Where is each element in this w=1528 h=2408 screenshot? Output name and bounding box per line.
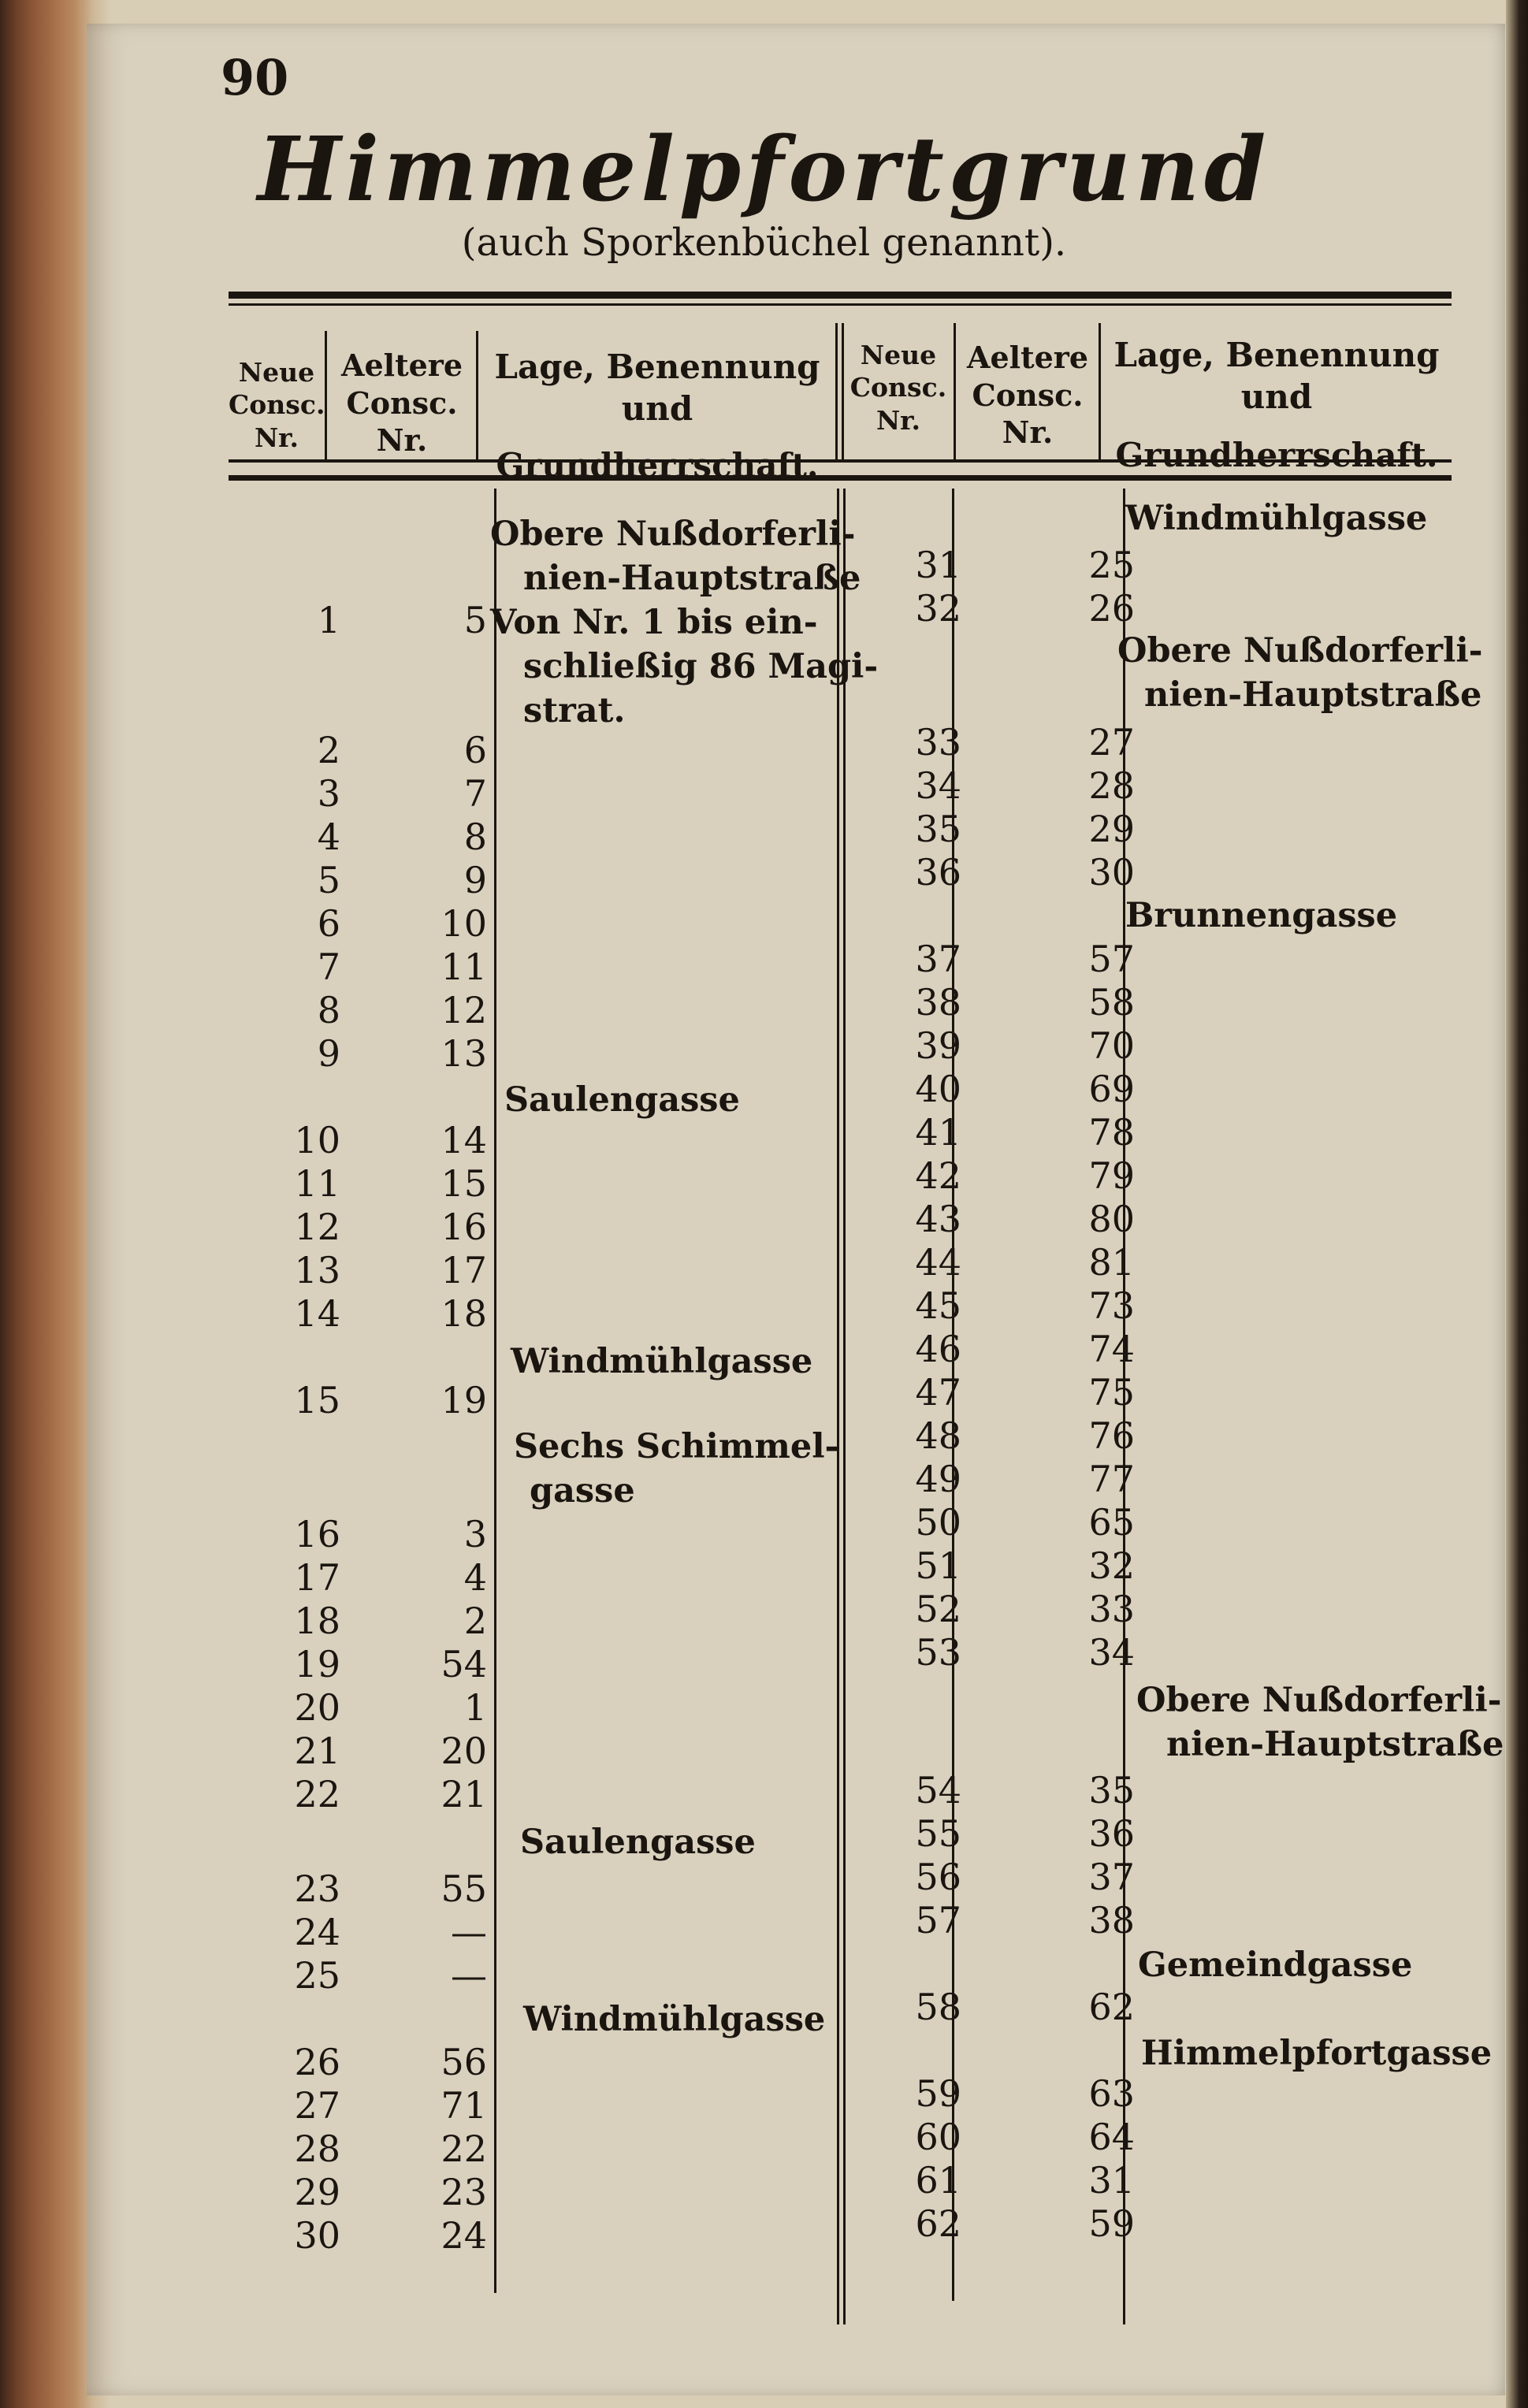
header-divider	[476, 331, 478, 461]
right-aeltere-nr: 33	[1088, 1588, 1135, 1630]
left-neue-nr: 5	[317, 859, 340, 901]
right-neue-nr: 53	[915, 1631, 961, 1674]
right-aeltere-nr: 65	[1088, 1501, 1135, 1544]
right-neue-nr: 51	[915, 1544, 961, 1587]
street-line: Von Nr. 1 bis ein-	[490, 603, 818, 642]
right-aeltere-nr: 37	[1088, 1856, 1135, 1898]
right-neue-nr: 33	[915, 721, 961, 764]
right-neue-nr: 41	[915, 1111, 961, 1154]
header-lage-left-bottom: Grundherrschaft.	[496, 446, 819, 485]
left-neue-nr: 8	[317, 989, 340, 1031]
right-aeltere-nr: 35	[1088, 1769, 1135, 1812]
left-aeltere-nr: 24	[441, 2214, 487, 2257]
street-line: nien-Hauptstraße	[1166, 1725, 1504, 1764]
left-aeltere-nr: 4	[463, 1556, 487, 1599]
street-line: Obere Nußdorferli-	[490, 515, 856, 554]
header-divider	[325, 331, 327, 461]
right-aeltere-nr: 69	[1088, 1068, 1135, 1110]
left-aeltere-nr: 10	[441, 902, 487, 945]
right-aeltere-nr: 79	[1088, 1154, 1135, 1197]
right-street-1: Windmühlgasse	[1125, 499, 1428, 538]
left-street-4	[514, 1425, 838, 1513]
right-aeltere-nr: 59	[1088, 2202, 1135, 2245]
right-street-6: Himmelpfortgasse	[1141, 2034, 1493, 2073]
street-line: Sechs Schimmel-	[514, 1427, 839, 1466]
left-neue-nr: 6	[317, 902, 340, 945]
left-neue-nr: 10	[294, 1119, 340, 1161]
header-aeltere-right: Aeltere Consc. Nr.	[966, 340, 1089, 450]
right-aeltere-nr: 64	[1088, 2116, 1135, 2158]
right-street-3: Brunnengasse	[1125, 896, 1398, 935]
left-aeltere-nr: —	[451, 1911, 487, 1953]
left-aeltere-nr: 19	[441, 1379, 487, 1421]
column-divider	[843, 489, 846, 2324]
header-divider	[835, 323, 838, 461]
left-aeltere-nr: 2	[463, 1600, 487, 1642]
page-number: 90	[221, 49, 289, 106]
right-aeltere-nr: 75	[1088, 1371, 1135, 1414]
right-aeltere-nr: 25	[1088, 544, 1135, 586]
header-divider	[1099, 323, 1101, 461]
right-aeltere-nr: 76	[1088, 1414, 1135, 1457]
left-neue-nr: 25	[294, 1954, 340, 1997]
left-aeltere-nr: 8	[463, 816, 487, 858]
right-neue-nr: 31	[915, 544, 961, 586]
left-aeltere-nr: 9	[463, 859, 487, 901]
right-neue-nr: 37	[915, 938, 961, 980]
left-aeltere-nr: 55	[441, 1867, 487, 1910]
left-aeltere-nr: 13	[441, 1032, 487, 1075]
street-line: gasse	[530, 1471, 635, 1511]
header-aeltere-left: Aeltere Consc. Nr.	[340, 347, 463, 458]
left-neue-nr: 11	[294, 1162, 340, 1205]
header-neue-right: Neue Consc. Nr.	[850, 340, 947, 436]
left-street-1	[489, 512, 878, 733]
right-street-4	[1136, 1678, 1504, 1767]
header-lage-right	[1102, 335, 1452, 477]
left-street-6: Windmühlgasse	[523, 2000, 826, 2039]
right-neue-nr: 42	[915, 1154, 961, 1197]
header-lage-left-top: Lage, Benennung und	[494, 347, 820, 428]
right-aeltere-nr: 57	[1088, 938, 1135, 980]
left-neue-nr: 9	[317, 1032, 340, 1075]
right-aeltere-nr: 81	[1088, 1241, 1135, 1284]
right-neue-nr: 52	[915, 1588, 961, 1630]
right-neue-nr: 43	[915, 1198, 961, 1240]
left-neue-nr: 1	[317, 599, 340, 641]
right-neue-nr: 49	[915, 1458, 961, 1500]
left-aeltere-nr: 11	[441, 946, 487, 988]
right-neue-nr: 46	[915, 1328, 961, 1370]
right-aeltere-nr: 78	[1088, 1111, 1135, 1154]
header-lage-right-bottom: Grundherrschaft.	[1115, 436, 1438, 474]
right-aeltere-nr: 34	[1088, 1631, 1135, 1674]
left-neue-nr: 12	[294, 1206, 340, 1248]
left-aeltere-nr: 23	[441, 2171, 487, 2213]
right-neue-nr: 39	[915, 1024, 961, 1067]
right-neue-nr: 58	[915, 1986, 961, 2028]
left-neue-nr: 30	[294, 2214, 340, 2257]
left-neue-nr: 7	[317, 946, 340, 988]
left-neue-nr: 16	[294, 1513, 340, 1555]
column-divider	[837, 489, 839, 2324]
left-aeltere-nr: 18	[441, 1292, 487, 1335]
right-neue-nr: 45	[915, 1284, 961, 1327]
right-aeltere-nr: 28	[1088, 764, 1135, 807]
street-line: nien-Hauptstraße	[1144, 675, 1482, 715]
right-aeltere-nr: 80	[1088, 1198, 1135, 1240]
right-neue-nr: 47	[915, 1371, 961, 1414]
left-aeltere-nr: 16	[441, 1206, 487, 1248]
left-aeltere-nr: 22	[441, 2127, 487, 2170]
left-neue-nr: 27	[294, 2084, 340, 2127]
header-divider	[842, 323, 844, 461]
left-aeltere-nr: 5	[463, 599, 487, 641]
right-street-2	[1117, 629, 1483, 717]
right-neue-nr: 56	[915, 1856, 961, 1898]
street-line: strat.	[523, 691, 626, 730]
right-aeltere-nr: 29	[1088, 808, 1135, 850]
left-aeltere-nr: —	[451, 1954, 487, 1997]
right-neue-nr: 57	[915, 1899, 961, 1942]
right-neue-nr: 35	[915, 808, 961, 850]
left-aeltere-nr: 20	[441, 1730, 487, 1772]
left-neue-nr: 3	[317, 772, 340, 815]
column-divider	[494, 489, 496, 2293]
street-line: nien-Hauptstraße	[523, 559, 861, 598]
right-neue-nr: 32	[915, 587, 961, 630]
page-subtitle: (auch Sporkenbüchel genannt).	[461, 221, 1067, 265]
right-aeltere-nr: 31	[1088, 2159, 1135, 2202]
left-street-5: Saulengasse	[520, 1823, 756, 1862]
left-aeltere-nr: 3	[463, 1513, 487, 1555]
right-neue-nr: 36	[915, 851, 961, 894]
right-aeltere-nr: 70	[1088, 1024, 1135, 1067]
left-aeltere-nr: 71	[441, 2084, 487, 2127]
left-aeltere-nr: 7	[463, 772, 487, 815]
right-neue-nr: 40	[915, 1068, 961, 1110]
header-neue-left: Neue Consc. Nr.	[229, 357, 325, 453]
left-aeltere-nr: 14	[441, 1119, 487, 1161]
left-aeltere-nr: 12	[441, 989, 487, 1031]
right-neue-nr: 44	[915, 1241, 961, 1284]
top-thin-rule	[229, 303, 1452, 306]
street-line: Obere Nußdorferli-	[1117, 631, 1483, 671]
left-aeltere-nr: 1	[463, 1686, 487, 1729]
right-neue-nr: 59	[915, 2072, 961, 2115]
right-aeltere-nr: 62	[1088, 1986, 1135, 2028]
right-neue-nr: 60	[915, 2116, 961, 2158]
right-aeltere-nr: 58	[1088, 981, 1135, 1024]
right-aeltere-nr: 30	[1088, 851, 1135, 894]
right-street-5: Gemeindgasse	[1138, 1945, 1413, 1985]
right-aeltere-nr: 38	[1088, 1899, 1135, 1942]
left-neue-nr: 17	[294, 1556, 340, 1599]
left-neue-nr: 22	[294, 1773, 340, 1815]
book-edge	[1506, 0, 1528, 2408]
left-neue-nr: 26	[294, 2041, 340, 2083]
left-aeltere-nr: 6	[463, 729, 487, 771]
right-aeltere-nr: 32	[1088, 1544, 1135, 1587]
left-aeltere-nr: 15	[441, 1162, 487, 1205]
header-divider	[954, 323, 956, 461]
left-aeltere-nr: 56	[441, 2041, 487, 2083]
header-lage-right-top: Lage, Benennung und	[1113, 336, 1440, 416]
left-street-3: Windmühlgasse	[511, 1342, 813, 1381]
street-line: Obere Nußdorferli-	[1136, 1681, 1502, 1720]
right-aeltere-nr: 74	[1088, 1328, 1135, 1370]
left-neue-nr: 13	[294, 1249, 340, 1291]
right-aeltere-nr: 73	[1088, 1284, 1135, 1327]
left-neue-nr: 19	[294, 1643, 340, 1685]
left-aeltere-nr: 17	[441, 1249, 487, 1291]
right-neue-nr: 38	[915, 981, 961, 1024]
left-aeltere-nr: 21	[441, 1773, 487, 1815]
right-neue-nr: 34	[915, 764, 961, 807]
right-aeltere-nr: 27	[1088, 721, 1135, 764]
right-neue-nr: 50	[915, 1501, 961, 1544]
right-neue-nr: 61	[915, 2159, 961, 2202]
right-neue-nr: 62	[915, 2202, 961, 2245]
left-aeltere-nr: 54	[441, 1643, 487, 1685]
right-aeltere-nr: 36	[1088, 1812, 1135, 1855]
left-neue-nr: 24	[294, 1911, 340, 1953]
left-neue-nr: 15	[294, 1379, 340, 1421]
left-neue-nr: 4	[317, 816, 340, 858]
right-neue-nr: 55	[915, 1812, 961, 1855]
right-neue-nr: 48	[915, 1414, 961, 1457]
left-neue-nr: 23	[294, 1867, 340, 1910]
left-neue-nr: 29	[294, 2171, 340, 2213]
right-aeltere-nr: 77	[1088, 1458, 1135, 1500]
page-title: Himmelpfortgrund	[257, 118, 1271, 221]
left-neue-nr: 21	[294, 1730, 340, 1772]
header-lage-left	[479, 347, 835, 487]
left-neue-nr: 2	[317, 729, 340, 771]
top-thick-rule	[229, 292, 1452, 299]
left-neue-nr: 18	[294, 1600, 340, 1642]
left-neue-nr: 20	[294, 1686, 340, 1729]
right-aeltere-nr: 26	[1088, 587, 1135, 630]
left-neue-nr: 14	[294, 1292, 340, 1335]
left-neue-nr: 28	[294, 2127, 340, 2170]
right-aeltere-nr: 63	[1088, 2072, 1135, 2115]
right-neue-nr: 54	[915, 1769, 961, 1812]
left-street-2: Saulengasse	[504, 1080, 740, 1120]
street-line: schließig 86 Magi-	[523, 647, 879, 686]
